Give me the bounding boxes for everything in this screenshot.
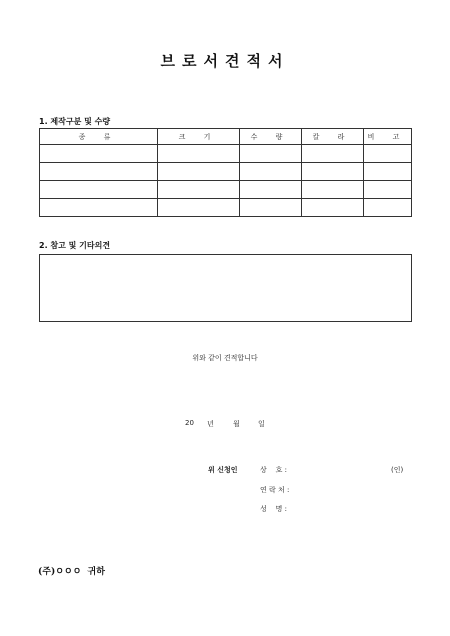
table-cell[interactable] [364, 199, 412, 217]
table-cell[interactable] [302, 145, 364, 163]
contact-label: 연 락 처 : [260, 486, 290, 494]
column-header-remarks: 비 고 [364, 129, 412, 145]
company-label: 상 호 : [260, 466, 288, 474]
table-cell[interactable] [364, 163, 412, 181]
column-header-quantity: 수 량 [240, 129, 302, 145]
column-header-size: 크 기 [158, 129, 240, 145]
table-cell[interactable] [364, 181, 412, 199]
table-cell[interactable] [40, 199, 158, 217]
table-cell[interactable] [40, 181, 158, 199]
applicant-label: 위 신청인 [208, 466, 238, 474]
recipient-text: (주)ㅇㅇㅇ 귀하 [38, 567, 105, 577]
table-cell[interactable] [158, 181, 240, 199]
table-cell[interactable] [302, 163, 364, 181]
table-row [40, 181, 412, 199]
name-label: 성 명 : [260, 505, 288, 513]
section2-heading: 2. 참고 및 기타의견 [39, 241, 111, 250]
table-cell[interactable] [364, 145, 412, 163]
table-cell[interactable] [40, 145, 158, 163]
table-cell[interactable] [302, 199, 364, 217]
document-title: 브로서견적서 [160, 52, 290, 70]
seal-mark: (인) [391, 466, 404, 474]
table-cell[interactable] [40, 163, 158, 181]
column-header-color: 칼 라 [302, 129, 364, 145]
table-cell[interactable] [158, 145, 240, 163]
section1-heading: 1. 제작구분 및 수량 [39, 117, 111, 126]
table-cell[interactable] [158, 163, 240, 181]
column-header-type: 종 류 [40, 129, 158, 145]
table-cell[interactable] [240, 163, 302, 181]
table-cell[interactable] [240, 145, 302, 163]
date-year-unit: 년 [207, 420, 214, 428]
table-row [40, 199, 412, 217]
date-day-unit: 일 [258, 420, 265, 428]
table-cell[interactable] [302, 181, 364, 199]
items-table [39, 128, 412, 217]
notes-box[interactable] [39, 254, 412, 322]
statement-text: 위와 같이 견적합니다 [192, 354, 258, 362]
date-month-unit: 월 [233, 420, 240, 428]
table-cell[interactable] [240, 199, 302, 217]
table-row [40, 145, 412, 163]
table-cell[interactable] [158, 199, 240, 217]
table-cell[interactable] [240, 181, 302, 199]
table-row [40, 163, 412, 181]
table-header-row [40, 129, 412, 145]
date-year: 20 [185, 419, 194, 427]
